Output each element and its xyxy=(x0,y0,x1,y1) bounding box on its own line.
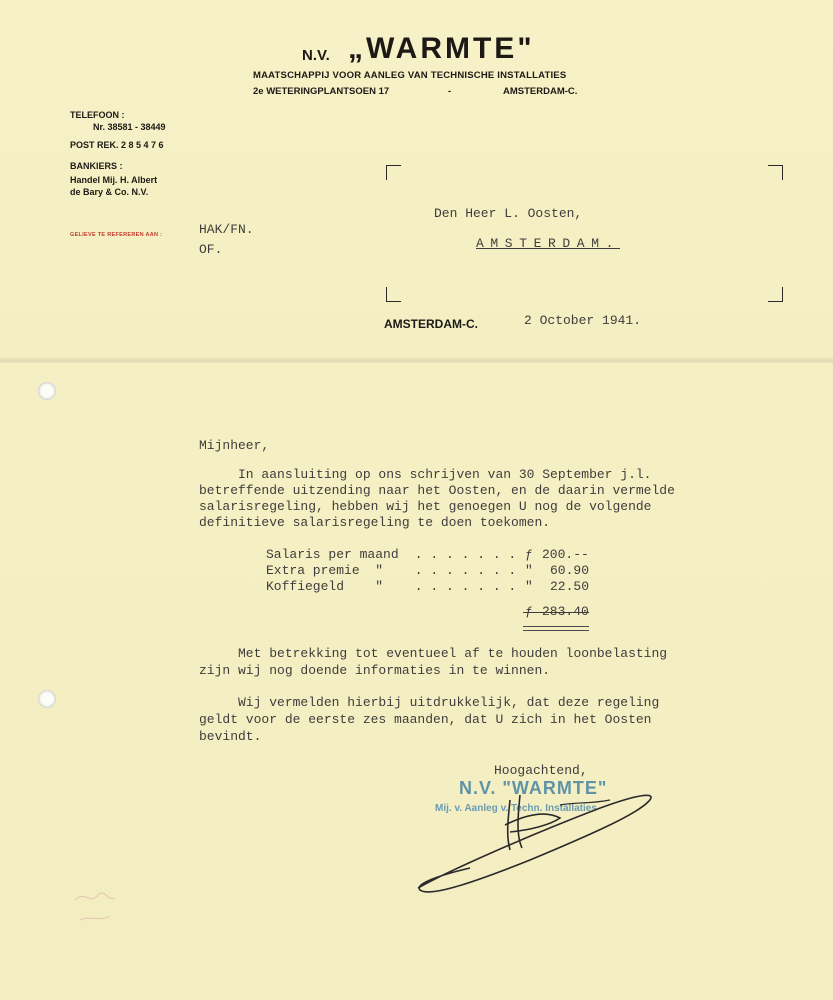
punch-hole-lower xyxy=(38,690,56,708)
paragraph-2-line-2: zijn wij nog doende informaties in te winnen. xyxy=(199,663,551,678)
company-city: AMSTERDAM-C. xyxy=(503,86,578,97)
telephone-label: TELEFOON : xyxy=(70,110,125,120)
salary-amount-3: 22.50 xyxy=(550,579,590,594)
salary-total-amount: 283.40 xyxy=(542,604,589,619)
window-corner-top-left xyxy=(386,165,401,180)
salary-symbol-3: " xyxy=(525,579,533,594)
window-corner-top-right xyxy=(768,165,783,180)
pencil-mark-icon xyxy=(70,880,140,930)
signature-icon xyxy=(410,780,670,900)
reference-line-2: OF. xyxy=(199,242,223,257)
salutation: Mijnheer, xyxy=(199,438,270,453)
paragraph-1-line-3: salarisregeling, hebben wij het genoegen U nog de volgende xyxy=(199,499,652,514)
recipient-city: AMSTERDAM. xyxy=(476,236,621,251)
paragraph-1-line-1: In aansluiting op ons schrijven van 30 September j.l. xyxy=(199,467,652,482)
salary-dots-3: . . . . . . . xyxy=(407,579,525,594)
salary-symbol-2: " xyxy=(525,563,533,578)
salary-dots-1: . . . . . . . xyxy=(407,547,525,562)
bankers-line-1: Handel Mij. H. Albert xyxy=(70,175,158,185)
salary-label-3: Koffiegeld " xyxy=(266,579,384,594)
closing: Hoogachtend, xyxy=(494,763,588,778)
postrek: POST REK. 2 8 5 4 7 6 xyxy=(70,140,164,150)
salary-symbol-1: ƒ xyxy=(525,547,533,562)
telephone-numbers: Nr. 38581 - 38449 xyxy=(93,122,166,132)
paragraph-3-line-1: Wij vermelden hierbij uitdrukkelijk, dat deze regeling xyxy=(199,695,660,710)
paragraph-1-line-4: definitieve salarisregeling te doen toekomen. xyxy=(199,515,551,530)
salary-amount-1: 200.-- xyxy=(542,547,589,562)
company-name: „WARMTE" xyxy=(348,32,535,65)
bankers-label: BANKIERS : xyxy=(70,161,123,171)
company-stamp-subtitle: Mij. v. Aanleg v. Techn. Installaties xyxy=(435,803,597,814)
paragraph-3-line-2: geldt voor de eerste zes maanden, dat U zich in het Oosten xyxy=(199,712,652,727)
paragraph-2-line-1: Met betrekking tot eventueel af te houden loonbelasting xyxy=(199,646,668,661)
salary-label-1: Salaris per maand xyxy=(266,547,399,562)
salary-label-2: Extra premie " xyxy=(266,563,384,578)
recipient-name: Den Heer L. Oosten, xyxy=(434,206,583,221)
salary-total-symbol: ƒ xyxy=(525,604,533,619)
reference-label: GELIEVE TE REFEREREN AAN : xyxy=(70,232,163,238)
letter-date: 2 October 1941. xyxy=(524,313,642,328)
company-address: 2e WETERINGPLANTSOEN 17 xyxy=(253,86,390,97)
paper-fold xyxy=(0,358,833,364)
window-corner-bottom-right xyxy=(768,287,783,302)
dateline-city: AMSTERDAM-C. xyxy=(384,317,478,331)
company-subtitle: MAATSCHAPPIJ VOOR AANLEG VAN TECHNISCHE INSTALLATIES xyxy=(253,70,567,81)
address-separator: - xyxy=(448,86,452,97)
salary-amount-2: 60.90 xyxy=(550,563,590,578)
paragraph-3-line-3: bevindt. xyxy=(199,729,262,744)
company-prefix: N.V. xyxy=(302,47,330,64)
bankers-line-2: de Bary & Co. N.V. xyxy=(70,187,149,197)
company-stamp-name: N.V. "WARMTE" xyxy=(459,778,608,798)
paragraph-1-line-2: betreffende uitzending naar het Oosten, en de daarin vermelde xyxy=(199,483,675,498)
punch-hole-upper xyxy=(38,382,56,400)
window-corner-bottom-left xyxy=(386,287,401,302)
salary-total-double-rule xyxy=(523,626,589,631)
reference-line-1: HAK/FN. xyxy=(199,222,254,237)
salary-dots-2: . . . . . . . xyxy=(407,563,525,578)
